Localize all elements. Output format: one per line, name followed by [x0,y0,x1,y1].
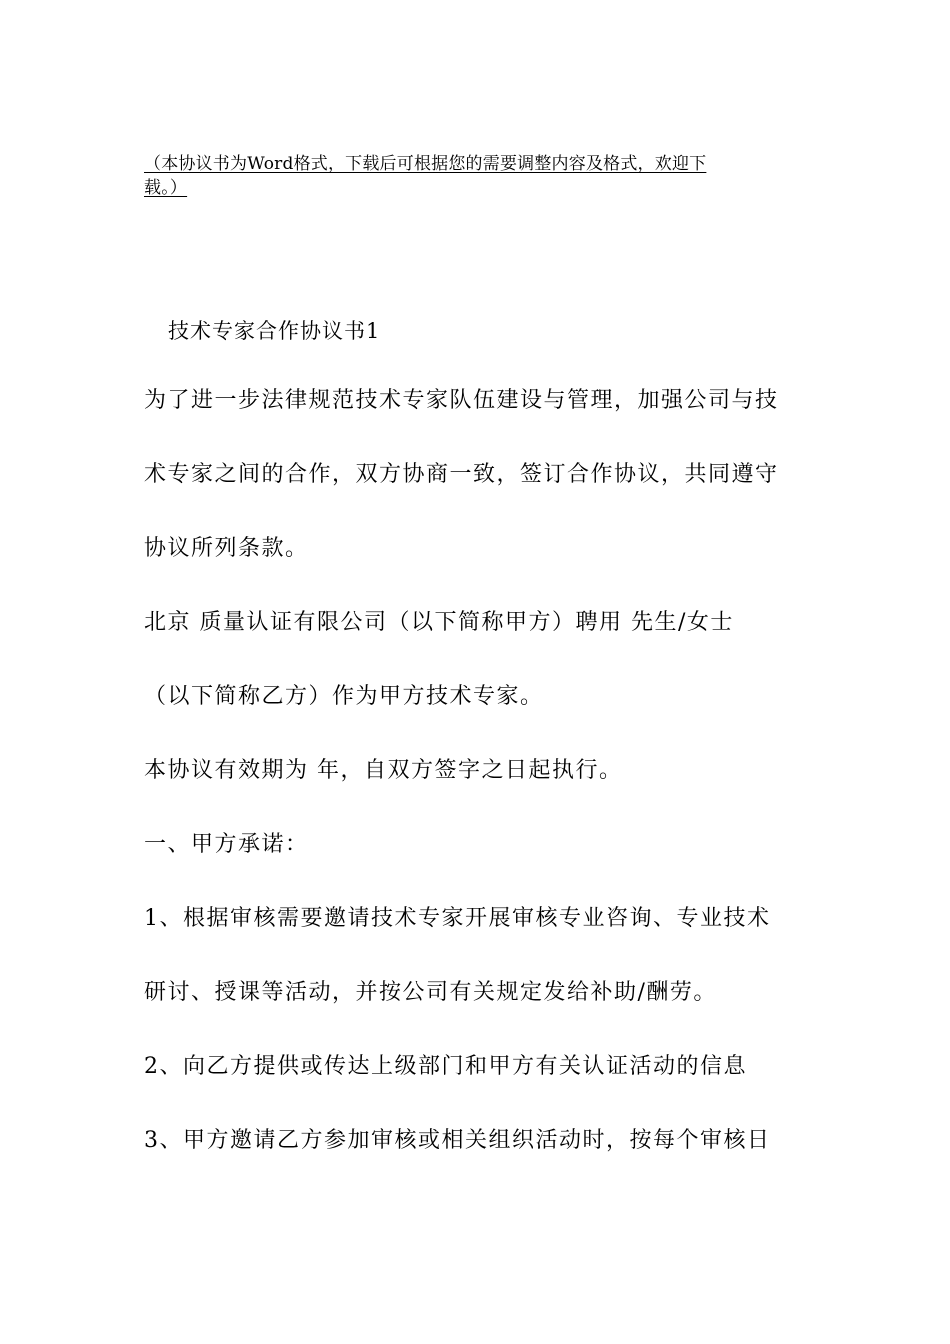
body-line: 1、根据审核需要邀请技术专家开展审核专业咨询、专业技术 [144,906,771,931]
body-line: 协议所列条款。 [144,536,309,561]
body-line: （以下简称乙方）作为甲方技术专家。 [144,684,544,709]
body-line: 为了进一步法律规范技术专家队伍建设与管理，加强公司与技 [144,388,779,413]
body-line: 本协议有效期为 年，自双方签字之日起执行。 [144,758,623,783]
format-note [144,152,810,200]
format-note-line: 载。） [144,178,188,198]
format-note-line: （本协议书为Word格式，下载后可根据您的需要调整内容及格式，欢迎下 [144,154,707,174]
document-title: 技术专家合作协议书1 [168,319,381,343]
body-line: 研讨、授课等活动，并按公司有关规定发给补助/酬劳。 [144,980,717,1005]
body-line: 2、向乙方提供或传达上级部门和甲方有关认证活动的信息 [144,1054,747,1079]
body-line: 北京 质量认证有限公司（以下简称甲方）聘用 先生/女士 [144,610,734,635]
section-heading: 一、甲方承诺： [144,832,309,857]
body-line: 3、甲方邀请乙方参加审核或相关组织活动时，按每个审核日 [144,1128,771,1153]
body-line: 术专家之间的合作，双方协商一致，签订合作协议，共同遵守 [144,462,779,487]
